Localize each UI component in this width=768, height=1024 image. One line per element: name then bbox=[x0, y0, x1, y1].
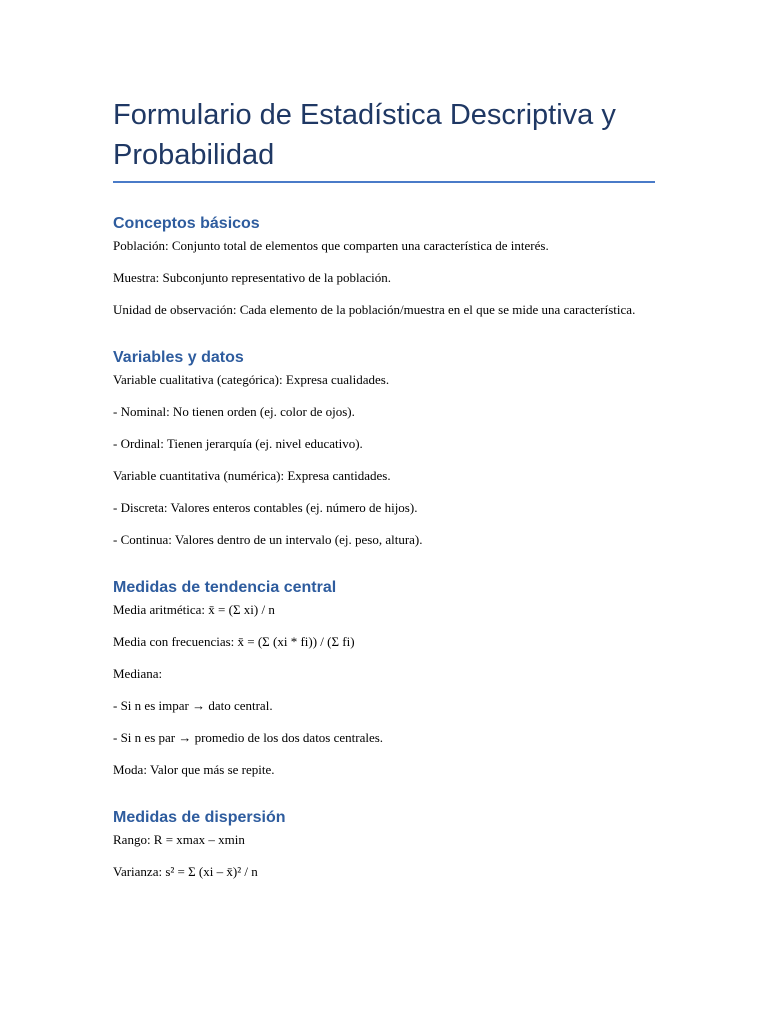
paragraph: Población: Conjunto total de elementos que comparten una característica de interés. bbox=[113, 238, 549, 253]
paragraph: - Nominal: No tienen orden (ej. color de ojos). bbox=[113, 404, 355, 419]
section-heading: Medidas de dispersión bbox=[113, 809, 286, 826]
document-page bbox=[113, 95, 655, 881]
paragraph: - Continua: Valores dentro de un intervalo (ej. peso, altura). bbox=[113, 532, 423, 547]
paragraph: Unidad de observación: Cada elemento de la población/muestra en el que se mide una característica. bbox=[113, 302, 636, 317]
paragraph: Varianza: s² = Σ (xi – x̄)² / n bbox=[113, 864, 258, 879]
page-title: Formulario de Estadística Descriptiva y Probabilidad bbox=[113, 95, 655, 183]
paragraph: Variable cuantitativa (numérica): Expresa cantidades. bbox=[113, 468, 391, 483]
section-heading: Variables y datos bbox=[113, 349, 244, 366]
paragraph: Rango: R = xmax – xmin bbox=[113, 832, 245, 847]
paragraph: Mediana: bbox=[113, 666, 163, 681]
paragraph: - Discreta: Valores enteros contables (ej. número de hijos). bbox=[113, 500, 418, 515]
section-tendencia-central bbox=[113, 577, 655, 779]
paragraph: - Si n es impar → dato central. bbox=[113, 698, 273, 713]
section-heading: Conceptos básicos bbox=[113, 215, 260, 232]
section-variables-y-datos bbox=[113, 347, 655, 549]
section-conceptos-basicos bbox=[113, 213, 655, 319]
paragraph: Moda: Valor que más se repite. bbox=[113, 762, 275, 777]
paragraph: Variable cualitativa (categórica): Expresa cualidades. bbox=[113, 372, 390, 387]
paragraph: Muestra: Subconjunto representativo de la población. bbox=[113, 270, 391, 285]
section-heading: Medidas de tendencia central bbox=[113, 579, 337, 596]
paragraph: Media aritmética: x̄ = (Σ xi) / n bbox=[113, 602, 275, 617]
paragraph: - Ordinal: Tienen jerarquía (ej. nivel educativo). bbox=[113, 436, 363, 451]
paragraph: Media con frecuencias: x̄ = (Σ (xi * fi)) / (Σ fi) bbox=[113, 634, 355, 649]
section-dispersion bbox=[113, 807, 655, 881]
paragraph: - Si n es par → promedio de los dos datos centrales. bbox=[113, 730, 384, 745]
